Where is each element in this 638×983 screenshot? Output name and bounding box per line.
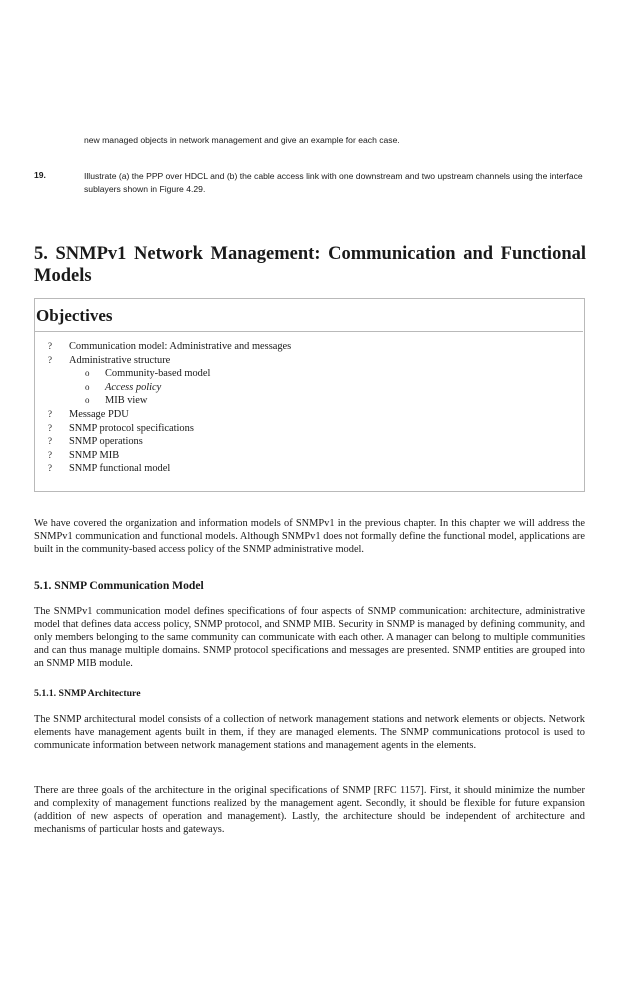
question-text: Illustrate (a) the PPP over HDCL and (b) the cable access link with one downstream and two upstream channels using the interface sublayers shown in Figure 4.29. (84, 171, 583, 194)
sub-bullet-marker: o (85, 368, 90, 379)
objective-text: Community-based model (105, 368, 211, 380)
objective-text: Message PDU (69, 408, 129, 420)
objectives-heading: Objectives (36, 306, 113, 325)
chapter-title-line-1: 5. SNMPv1 Network Management: Communication and Functional (34, 244, 586, 264)
chapter-title-line-2: Models (34, 266, 92, 286)
bullet-marker: ? (48, 436, 52, 447)
section-heading-5-1-1: 5.1.1. SNMP Architecture (34, 688, 141, 699)
objective-text: SNMP MIB (69, 449, 120, 461)
section-5-1-paragraph: The SNMPv1 communication model defines specifications of four aspects of SNMP communication: architecture, administrative model that defines data access policy, SNMP protocol, and SNMP MIB. Security in SNMP is managed by defining community, and only members belonging to the same community can communicate with each other. A manager can belong to multiple communities and can thus manage multiple domains. SNMP protocol specifications and messages are presented. SNMP entities are grouped into an SNMP MIB module. (34, 606, 585, 670)
intro-paragraph: We have covered the organization and information models of SNMPv1 in the previous chapter. In this chapter we will address the SNMPv1 communication and functional models. Although SNMPv1 does not formally define the functional model, applications are built in the community-based access policy of the SNMP administrative model. (34, 518, 585, 556)
bullet-marker: ? (48, 341, 52, 351)
objective-text: Access policy (105, 381, 162, 393)
section-5-1-1-paragraph-1: The SNMP architectural model consists of a collection of network management stations and network elements or objects. Network elements have management agents built in them, if they are managed elements. The SNMP communications protocol is used to communicate information between network management stations and management agents in the elements. (34, 714, 585, 752)
section-5-1-1-paragraph-2: There are three goals of the architecture in the original specifications of SNMP [RFC 1157]. First, it should minimize the number and complexity of management functions realized by the management agent. Secondly, it should be flexible for future expansion (addition of new aspects of operation and management). Lastly, the architecture should be independent of architecture and mechanisms of particular hosts and gateways. (34, 785, 585, 836)
objective-text: SNMP protocol specifications (69, 422, 194, 434)
carryover-question-text: new managed objects in network management and give an example for each case. (84, 135, 400, 145)
bullet-marker: ? (48, 408, 52, 419)
chapter-title (34, 243, 586, 287)
objective-text: MIB view (105, 395, 148, 407)
bullet-marker: ? (48, 463, 52, 474)
objective-text: Communication model: Administrative and messages (69, 341, 292, 352)
objective-text: SNMP operations (69, 436, 143, 448)
bullet-marker: ? (48, 449, 52, 460)
objective-text: Administrative structure (69, 354, 171, 366)
objective-text: SNMP functional model (69, 463, 171, 475)
bullet-marker: ? (48, 422, 52, 433)
bullet-marker: ? (48, 354, 52, 365)
sub-bullet-marker: o (85, 395, 90, 406)
question-number: 19. (34, 170, 46, 180)
section-heading-5-1: 5.1. SNMP Communication Model (34, 579, 204, 592)
sub-bullet-marker: o (85, 381, 90, 392)
objectives-divider (35, 331, 583, 332)
